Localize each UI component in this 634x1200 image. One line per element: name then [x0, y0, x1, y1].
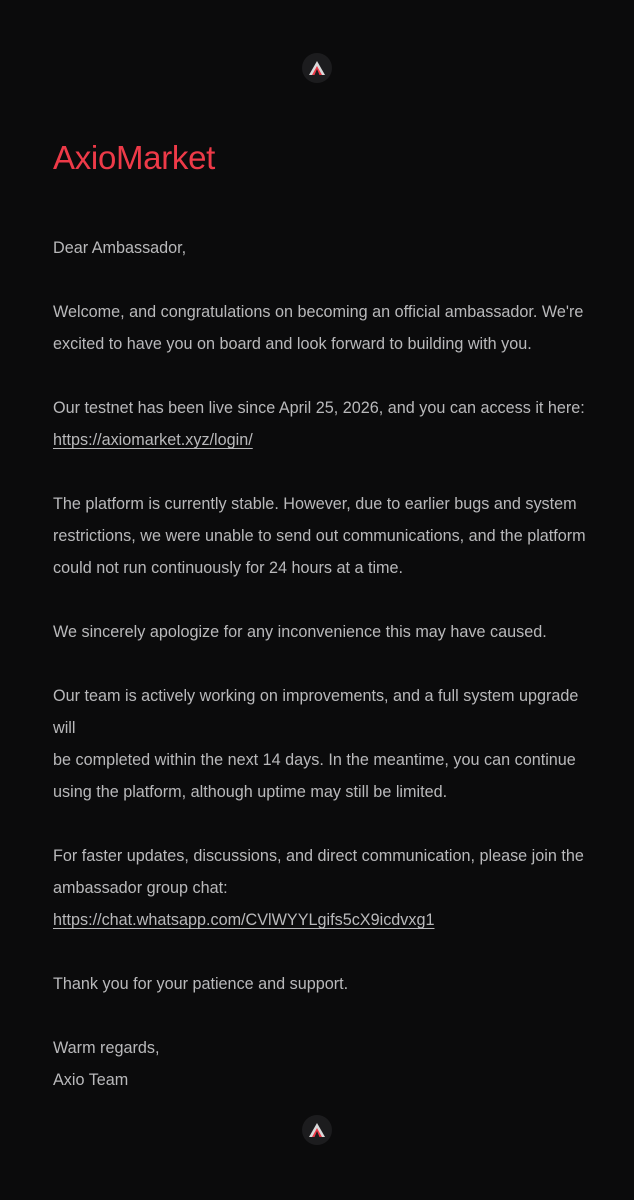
paragraph-group-chat [53, 840, 593, 936]
paragraph-welcome [53, 296, 593, 360]
paragraph-improvements [53, 680, 593, 808]
text-line: using the platform, although uptime may still be limited. [53, 783, 448, 801]
text-line: Our testnet has been live since April 25, 2026, and you can access it here: [53, 399, 585, 417]
paragraph-apology: We sincerely apologize for any inconvenience this may have caused. [53, 623, 547, 641]
text-line: ambassador group chat: [53, 879, 228, 897]
text-line: For faster updates, discussions, and direct communication, please join the [53, 847, 584, 865]
text-line: Welcome, and congratulations on becoming an official ambassador. We're [53, 303, 584, 321]
axio-logo-icon-bottom [302, 1115, 332, 1145]
text-line: could not run continuously for 24 hours at a time. [53, 559, 404, 577]
text-line: Our team is actively working on improvements, and a full system upgrade will [53, 687, 579, 737]
paragraph-platform-status [53, 488, 593, 584]
text-line: excited to have you on board and look forward to building with you. [53, 335, 532, 353]
signature: Axio Team [53, 1071, 129, 1089]
group-chat-link[interactable]: https://chat.whatsapp.com/CVlWYYLgifs5cX9icdvxg1 [53, 911, 435, 929]
axio-triangle-logo-icon [308, 60, 326, 76]
text-line: The platform is currently stable. However, due to earlier bugs and system [53, 495, 577, 513]
greeting: Dear Ambassador, [53, 239, 187, 257]
axio-logo-icon-top [302, 53, 332, 83]
signoff: Warm regards, [53, 1039, 160, 1057]
login-link[interactable]: https://axiomarket.xyz/login/ [53, 431, 253, 449]
email-body [53, 232, 593, 1096]
axio-triangle-logo-icon [308, 1122, 326, 1138]
paragraph-thanks: Thank you for your patience and support. [53, 975, 349, 993]
brand-title: AxioMarket [53, 139, 216, 176]
text-line: be completed within the next 14 days. In the meantime, you can continue [53, 751, 576, 769]
text-line: restrictions, we were unable to send out communications, and the platform [53, 527, 586, 545]
paragraph-testnet [53, 392, 593, 456]
